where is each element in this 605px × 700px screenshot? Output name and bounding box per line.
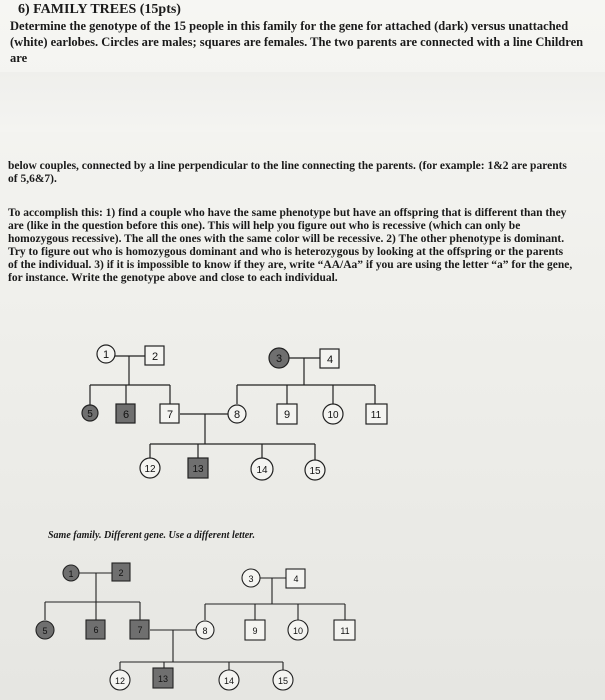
tree2-node-13 <box>153 668 173 688</box>
svg-text:15: 15 <box>277 676 289 686</box>
tree1-node-12 <box>140 458 160 478</box>
tree1-node-5 <box>82 405 98 421</box>
svg-text:15: 15 <box>309 466 321 477</box>
question-continuation: below couples, connected by a line perpendicular to the line connecting the parents. (for example: 1&2 are parents of 5,6&7). <box>8 160 567 185</box>
svg-text:7: 7 <box>166 409 174 421</box>
tree1-node-4 <box>320 349 339 368</box>
svg-text:10: 10 <box>292 626 304 636</box>
svg-text:1: 1 <box>68 569 74 579</box>
tree1-node-11 <box>366 404 387 424</box>
svg-text:8: 8 <box>202 626 208 636</box>
tree1-node-14 <box>251 458 273 480</box>
svg-text:12: 12 <box>144 464 156 475</box>
tree1-node-9 <box>277 404 297 424</box>
tree2-node-7 <box>130 620 149 639</box>
tree2-node-8 <box>196 621 214 639</box>
svg-text:2: 2 <box>151 351 159 363</box>
tree2-node-11 <box>334 620 355 640</box>
tree1-node-13 <box>188 458 208 478</box>
tree2-node-2 <box>112 563 130 581</box>
tree1-node-1 <box>97 345 115 363</box>
tree2-node-3 <box>242 569 260 587</box>
svg-text:10: 10 <box>327 410 339 421</box>
svg-text:7: 7 <box>137 625 143 635</box>
svg-text:9: 9 <box>252 626 258 636</box>
svg-text:4: 4 <box>293 574 299 584</box>
tree2-note: Same family. Different gene. Use a different letter. <box>48 530 256 541</box>
svg-text:4: 4 <box>326 354 334 366</box>
svg-text:6: 6 <box>93 625 99 635</box>
svg-text:5: 5 <box>42 626 48 636</box>
question-intro: Determine the genotype of the 15 people in this family for the gene for attached (dark) versus unattached (white) earlobes. Circles are males; squares are females. The two parents are connected with a line Children are <box>10 19 584 65</box>
tree2-node-14 <box>219 670 239 690</box>
question-instructions: To accomplish this: 1) find a couple who have the same phenotype but have an offspring that is different than they are (like in the question before this one). This will help you figure out who is recessive (which can only be homozygous recessive). The all the ones with the same color will be recessive. 2) The other phenotype is dominant. Try to figure out who is homozygous dominant and who is heterozygous by looking at the offspring or the parents of the individual. 3) if it is impossible to know if they are, write “AA/Aa” if you are using the letter “a” for the gene, for instance. Write the genotype above and close to each individual. <box>8 207 573 284</box>
tree2-node-9 <box>245 620 265 640</box>
svg-text:13: 13 <box>157 674 169 684</box>
svg-text:1: 1 <box>102 349 110 361</box>
tree2-node-4 <box>286 569 305 588</box>
svg-text:11: 11 <box>340 626 350 636</box>
tree1-node-10 <box>323 404 343 424</box>
tree1-node-6 <box>116 404 135 423</box>
tree2-node-10 <box>288 620 308 640</box>
svg-text:6: 6 <box>122 409 130 421</box>
svg-text:14: 14 <box>256 465 268 476</box>
tree1-node-15 <box>305 460 325 480</box>
tree2-node-6 <box>86 620 105 639</box>
svg-text:12: 12 <box>114 676 126 686</box>
tree2-node-5 <box>36 621 54 639</box>
tree1-node-3 <box>269 348 289 368</box>
svg-text:5: 5 <box>87 409 93 420</box>
svg-text:8: 8 <box>233 409 241 421</box>
tree2-node-12 <box>110 670 130 690</box>
tree1-node-2 <box>145 346 164 365</box>
svg-text:3: 3 <box>275 353 283 365</box>
svg-text:13: 13 <box>192 464 204 475</box>
tree2-node-1 <box>63 565 79 581</box>
tree1-node-7 <box>160 404 179 423</box>
tree2-node-15 <box>273 670 293 690</box>
svg-text:14: 14 <box>223 676 235 686</box>
svg-text:9: 9 <box>283 409 291 421</box>
svg-text:11: 11 <box>370 410 382 421</box>
svg-text:3: 3 <box>248 574 254 584</box>
question-title: 6) FAMILY TREES (15pts) <box>18 2 181 17</box>
tree1-node-8 <box>228 405 246 423</box>
svg-text:2: 2 <box>118 568 124 578</box>
